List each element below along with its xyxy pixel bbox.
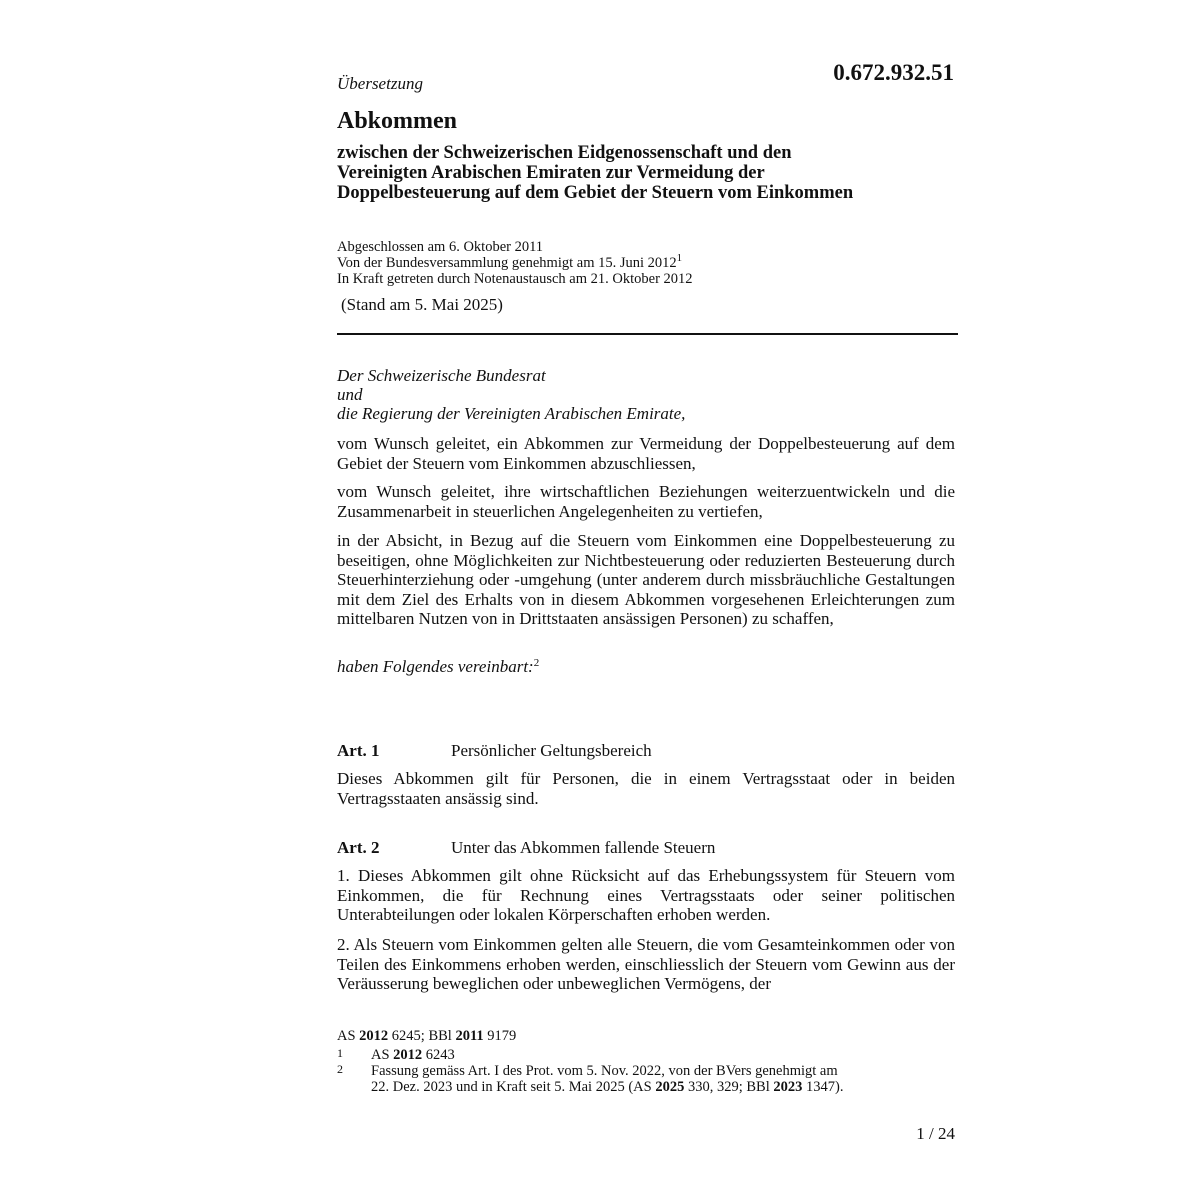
preamble-closing: haben Folgendes vereinbart:$^2$ [337,657,540,676]
footnote-ref[interactable]: 1 [676,252,683,264]
preamble-paragraph: in der Absicht, in Bezug auf die Steuern vom Einkommen eine Doppelbesteuerung zu beseitigen, ohne Möglichkeiten zur Nichtbesteuerung oder reduzierten Besteuerung durch Steuerhinterziehung oder -umgehung (unter anderem durch missbräuchliche Gestaltungen mit dem Ziel des Erhalts von in diesem Abkommen vorgesehenen Erleichterungen zum mittelbaren Nutzen von in Drittstaaten ansässigen Personen) zu schaffen, [337,531,955,628]
document-title: Abkommen [337,108,458,134]
status-date: (Stand am 5. Mai 2025) [341,295,503,314]
subtitle-line: zwischen der Schweizerischen Eidgenossenschaft und den [337,143,792,163]
preamble-paragraph: vom Wunsch geleitet, ein Abkommen zur Vermeidung der Doppelbesteuerung auf dem Gebiet der Steuern vom Einkommen abzuschliessen, [337,434,955,473]
page-number: 1 / 24 [916,1124,955,1143]
footnote-text: Fassung gemäss Art. I des Prot. vom 5. Nov. 2022, von der BVers genehmigt am 22. Dez. 2023 und in Kraft seit 5. Mai 2025 (AS 2025 330, 329; BBl 2023 1347). [371,1063,844,1095]
footnote-ref[interactable]: 2 [533,657,540,669]
article-paragraph: Dieses Abkommen gilt für Personen, die in einem Vertragsstaat oder in beiden Vertragsstaaten ansässig sind. [337,769,955,808]
article-title: Persönlicher Geltungsbereich [451,741,652,760]
subtitle-line: Doppelbesteuerung auf dem Gebiet der Steuern vom Einkommen [337,183,854,203]
document-subtitle [337,143,853,203]
article-heading [337,838,379,858]
concluded-date: Abgeschlossen am 6. Oktober 2011 [337,239,544,255]
subtitle-line: Vereinigten Arabischen Emiraten zur Vermeidung der [337,163,765,183]
article-paragraph: 1. Dieses Abkommen gilt ohne Rücksicht auf das Erhebungssystem für Steuern vom Einkommen, die für Rechnung eines Vertragsstaats oder seiner politischen Unterabteilungen oder lokalen Körperschaften erhoben werden. [337,866,955,924]
approved-date: Von der Bundesversammlung genehmigt am 15. Juni 2012$^1$ [337,252,683,271]
source-reference: AS 2012 6245; BBl 2011 9179 [337,1028,517,1044]
article-heading [337,741,379,761]
article-number: Art. 2 [337,838,380,857]
party-switzerland: Der Schweizerische Bundesrat [337,366,546,385]
translation-label: Übersetzung [337,74,423,93]
preamble-parties [337,366,685,423]
in-force-date: In Kraft getreten durch Notenaustausch am 21. Oktober 2012 [337,271,693,287]
footnote-text: AS 2012 6243 [371,1047,455,1063]
footnote-number: 2 [337,1062,343,1076]
sr-number: 0.672.932.51 [833,60,954,85]
footnote-number: 1 [337,1046,343,1060]
header-separator [337,333,958,335]
article-number: Art. 1 [337,741,380,760]
conjunction: und [337,385,363,404]
article-paragraph: 2. Als Steuern vom Einkommen gelten alle Steuern, die vom Gesamteinkommen oder von Teilen des Einkommens erhoben werden, einschliesslich der Steuern vom Gewinn aus der Veräusserung beweglichen oder unbeweglichen Vermögens, der [337,935,955,993]
party-uae: die Regierung der Vereinigten Arabischen Emirate, [337,404,686,423]
dates-block [337,239,693,287]
preamble-paragraph: vom Wunsch geleitet, ihre wirtschaftlichen Beziehungen weiterzuentwickeln und die Zusammenarbeit in steuerlichen Angelegenheiten zu vertiefen, [337,482,955,521]
article-title: Unter das Abkommen fallende Steuern [451,838,716,857]
